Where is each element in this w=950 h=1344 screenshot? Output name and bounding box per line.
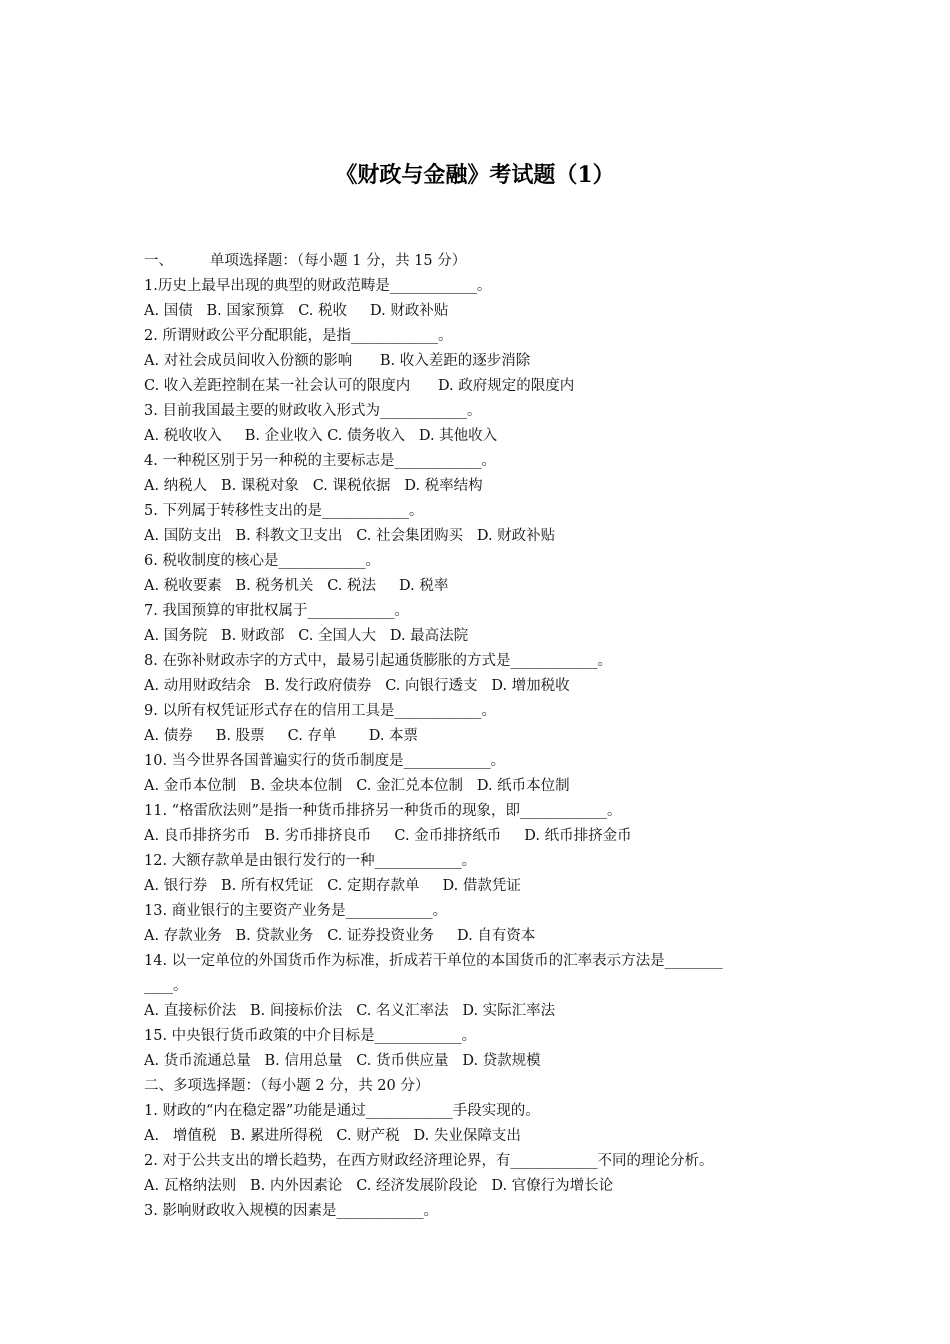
text-line: 1.历史上最早出现的典型的财政范畴是____________。 bbox=[144, 278, 492, 294]
text-line: 14. 以一定单位的外国货币作为标准，折成若干单位的本国货币的汇率表示方法是________ bbox=[144, 953, 723, 969]
text-line: A. 金币本位制 B. 金块本位制 C. 金汇兑本位制 D. 纸币本位制 bbox=[144, 778, 570, 794]
text-line: A. 对社会成员间收入份额的影响 B. 收入差距的逐步消除 bbox=[144, 353, 531, 369]
exam-body bbox=[144, 249, 824, 1224]
text-line: 2. 所谓财政公平分配职能，是指____________。 bbox=[144, 328, 453, 344]
text-line: 7. 我国预算的审批权属于____________。 bbox=[144, 603, 409, 619]
text-line: 1. 财政的“内在稳定器”功能是通过____________手段实现的。 bbox=[144, 1103, 540, 1119]
text-line: A. 国债 B. 国家预算 C. 税收 D. 财政补贴 bbox=[144, 303, 449, 319]
text-line: A. 债券 B. 股票 C. 存单 D. 本票 bbox=[144, 728, 419, 744]
text-line: A. 良币排挤劣币 B. 劣币排挤良币 C. 金币排挤纸币 D. 纸币排挤金币 bbox=[144, 828, 632, 844]
text-line: A. 瓦格纳法则 B. 内外因素论 C. 经济发展阶段论 D. 官僚行为增长论 bbox=[144, 1178, 614, 1194]
text-line: A. 存款业务 B. 贷款业务 C. 证券投资业务 D. 自有资本 bbox=[144, 928, 536, 944]
text-line: 二、多项选择题：（每小题 2 分，共 20 分） bbox=[144, 1078, 430, 1094]
text-line: A. 动用财政结余 B. 发行政府债券 C. 向银行透支 D. 增加税收 bbox=[144, 678, 570, 694]
text-line: A. 国务院 B. 财政部 C. 全国人大 D. 最高法院 bbox=[144, 628, 469, 644]
text-line: A. 增值税 B. 累进所得税 C. 财产税 D. 失业保障支出 bbox=[144, 1128, 521, 1144]
text-line: 13. 商业银行的主要资产业务是____________。 bbox=[144, 903, 448, 919]
text-line: ____。 bbox=[144, 978, 188, 994]
text-line: 6. 税收制度的核心是____________。 bbox=[144, 553, 380, 569]
text-line: 2. 对于公共支出的增长趋势，在西方财政经济理论界，有____________不同的理论分析。 bbox=[144, 1153, 714, 1169]
text-line: A. 税收收入 B. 企业收入 C. 债务收入 D. 其他收入 bbox=[144, 428, 498, 444]
text-line: C. 收入差距控制在某一社会认可的限度内 D. 政府规定的限度内 bbox=[144, 378, 575, 394]
text-line: 10. 当今世界各国普遍实行的货币制度是____________。 bbox=[144, 753, 506, 769]
text-line: A. 国防支出 B. 科教文卫支出 C. 社会集团购买 D. 财政补贴 bbox=[144, 528, 556, 544]
text-line: 5. 下列属于转移性支出的是____________。 bbox=[144, 503, 424, 519]
text-line: 3. 目前我国最主要的财政收入形式为____________。 bbox=[144, 403, 482, 419]
text-line: 一、 单项选择题：（每小题 1 分，共 15 分） bbox=[144, 253, 467, 269]
text-line: 15. 中央银行货币政策的中介目标是____________。 bbox=[144, 1028, 477, 1044]
text-line: A. 税收要素 B. 税务机关 C. 税法 D. 税率 bbox=[144, 578, 449, 594]
text-line: A. 直接标价法 B. 间接标价法 C. 名义汇率法 D. 实际汇率法 bbox=[144, 1003, 556, 1019]
text-line: A. 纳税人 B. 课税对象 C. 课税依据 D. 税率结构 bbox=[144, 478, 483, 494]
text-line: 11. “格雷欣法则”是指一种货币排挤另一种货币的现象，即____________。 bbox=[144, 803, 622, 819]
text-line: 8. 在弥补财政赤字的方式中，最易引起通货膨胀的方式是____________。 bbox=[144, 653, 612, 669]
text-line: A. 银行券 B. 所有权凭证 C. 定期存款单 D. 借款凭证 bbox=[144, 878, 521, 894]
exam-title: 《财政与金融》考试题（1） bbox=[335, 162, 615, 188]
text-line: 9. 以所有权凭证形式存在的信用工具是____________。 bbox=[144, 703, 496, 719]
text-line: 4. 一种税区别于另一种税的主要标志是____________。 bbox=[144, 453, 496, 469]
text-line: A. 货币流通总量 B. 信用总量 C. 货币供应量 D. 贷款规模 bbox=[144, 1053, 541, 1069]
text-line: 3. 影响财政收入规模的因素是____________。 bbox=[144, 1203, 438, 1219]
text-line: 12. 大额存款单是由银行发行的一种____________。 bbox=[144, 853, 477, 869]
